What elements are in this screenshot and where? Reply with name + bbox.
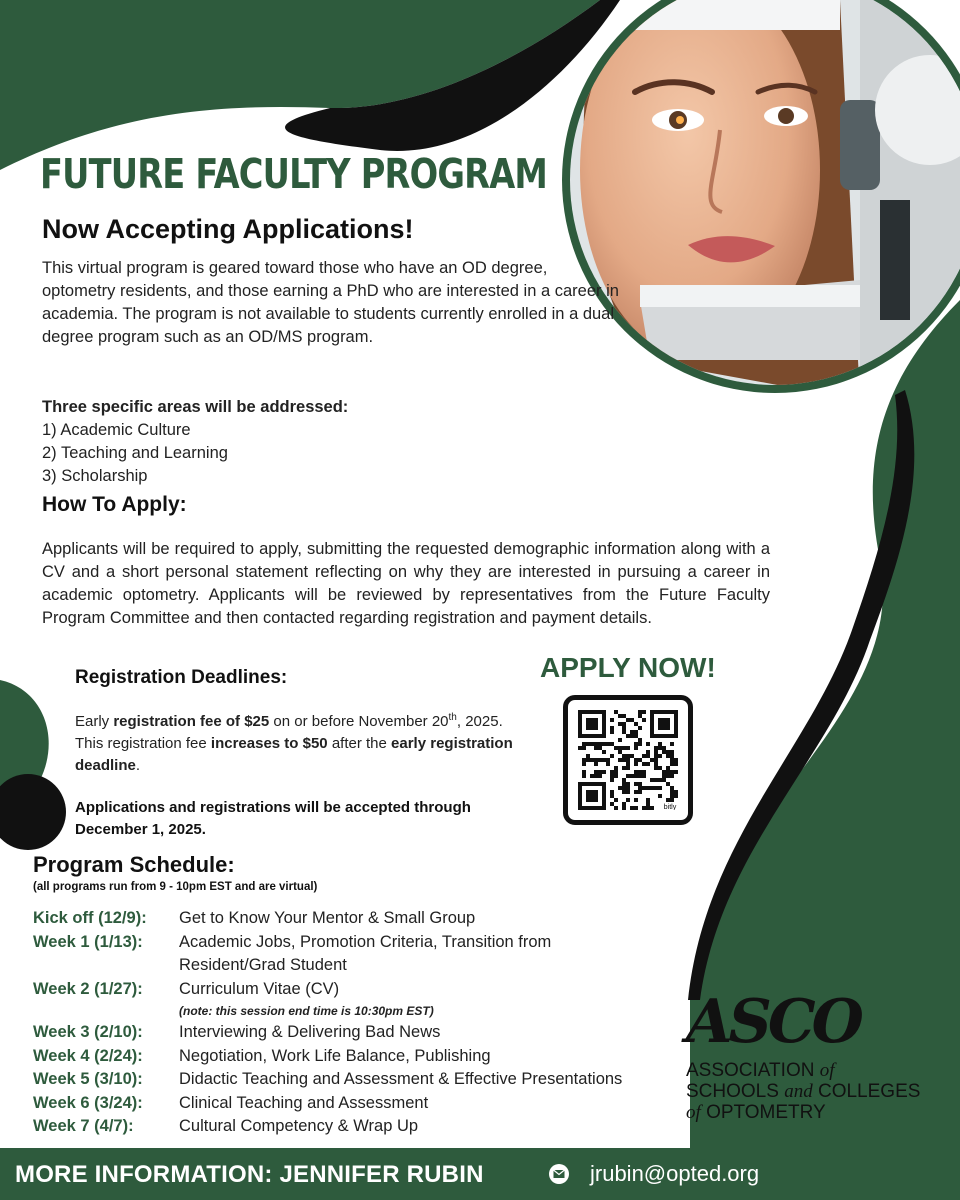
schedule-row-text: Didactic Teaching and Assessment & Effective Presentations (179, 1070, 623, 1088)
schedule-row-text: Interviewing & Delivering Bad News (179, 1023, 441, 1041)
focus-area-item: 3) Scholarship (42, 467, 148, 485)
schedule-row-label: Week 6 (3/24): (33, 1093, 143, 1112)
schedule-row-label: Week 4 (2/24): (33, 1046, 143, 1065)
schedule-row-label: Week 3 (2/10): (33, 1023, 143, 1041)
schedule-row-label: Week 2 (1/27): (33, 979, 143, 998)
asco-logo-mark: ASCO (686, 987, 860, 1057)
schedule-list (33, 907, 683, 1139)
schedule-row-text: Clinical Teaching and Assessment (179, 1093, 429, 1112)
registration-heading: Registration Deadlines: (75, 667, 288, 688)
focus-area-item: 2) Teaching and Learning (42, 444, 228, 462)
schedule-row (33, 1021, 683, 1045)
schedule-row-text: Cultural Competency & Wrap Up (179, 1117, 419, 1135)
intro-paragraph: This virtual program is geared toward those who have an OD degree, optometry residents, and those earning a PhD who are interested in a career in academia. The program is not available to students currently enrolled in a dual degree program such as an OD/MS program. (42, 259, 619, 346)
schedule-row (33, 1068, 683, 1092)
footer-email-link[interactable]: jrubin@opted.org (590, 1161, 760, 1186)
page-title: FUTURE FACULTY PROGRAM (40, 150, 548, 198)
schedule-row-label: Kick off (12/9): (33, 909, 147, 927)
focus-area-item: 1) Academic Culture (42, 421, 191, 439)
qr-code-icon[interactable] (563, 695, 693, 825)
schedule-row-label: Week 1 (1/13): (33, 932, 143, 951)
asco-logo (686, 987, 956, 1123)
schedule-row (33, 1115, 683, 1139)
schedule-row-text: Curriculum Vitae (CV) (179, 979, 340, 998)
registration-fee-text: Early registration fee of $25 on or before November 20th, 2025. This registration fee increases to $50 after the early registration deadline. (75, 712, 513, 774)
asco-logo-text: ASSOCIATION of SCHOOLS and COLLEGES of OPTOMETRY (686, 1060, 921, 1123)
schedule-heading: Program Schedule: (33, 852, 235, 877)
registration-closing-text: Applications and registrations will be accepted through December 1, 2025. (75, 799, 471, 838)
schedule-row-text: Academic Jobs, Promotion Criteria, Transition from Resident/Grad Student (179, 932, 552, 974)
schedule-note: (all programs run from 9 - 10pm EST and are virtual) (33, 881, 318, 893)
apply-now-label: APPLY NOW! (540, 652, 716, 683)
schedule-row-note: (note: this session end time is 10:30pm EST) (179, 1004, 434, 1018)
schedule-row-label: Week 5 (3/10): (33, 1070, 143, 1088)
schedule-row (33, 1092, 683, 1116)
focus-areas-lead: Three specific areas will be addressed: (42, 398, 349, 416)
schedule-row (33, 931, 683, 978)
mail-icon (549, 1164, 569, 1184)
focus-areas (42, 396, 602, 488)
page-subtitle: Now Accepting Applications! (42, 214, 414, 244)
schedule-row-text: Negotiation, Work Life Balance, Publishing (179, 1046, 491, 1065)
footer-contact-label: MORE INFORMATION: JENNIFER RUBIN (15, 1161, 484, 1188)
schedule-row (33, 978, 683, 1022)
schedule-row (33, 1045, 683, 1069)
qr-caption: bitly (663, 801, 677, 810)
schedule-row (33, 907, 683, 931)
how-to-apply-heading: How To Apply: (42, 493, 187, 516)
schedule-row-text: Get to Know Your Mentor & Small Group (179, 909, 476, 927)
schedule-row-label: Week 7 (4/7): (33, 1117, 134, 1135)
qr-code-pattern (578, 710, 678, 810)
how-to-apply-text: Applicants will be required to apply, submitting the requested demographic information along with a CV and a short personal statement reflecting on why they are interested in pursuing a career in academic optometry. Applicants will be reviewed by representatives from the Future Faculty Program Committee and then contacted regarding registration and payment details. (42, 540, 770, 627)
footer-bar (0, 1148, 960, 1200)
